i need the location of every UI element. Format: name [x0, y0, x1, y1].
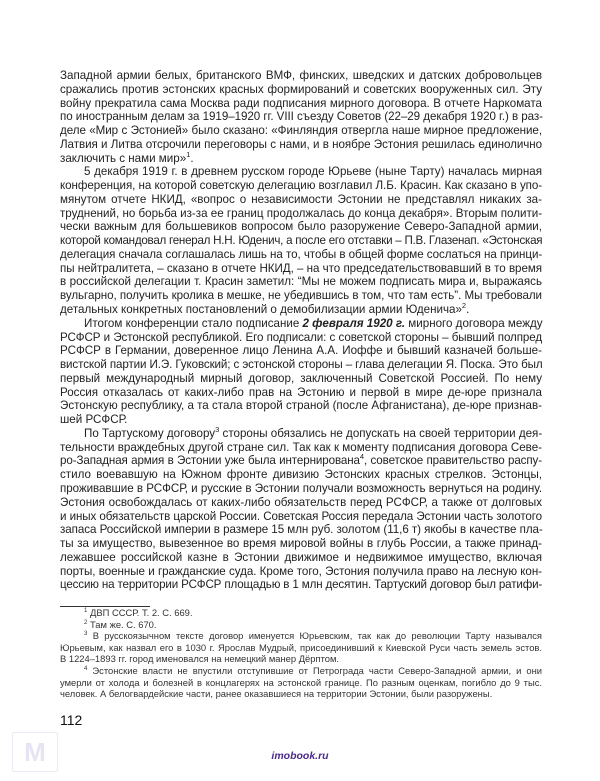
text-segment: . — [466, 303, 470, 317]
page-number: 112 — [60, 712, 83, 728]
text-segment: мирного договора между — [405, 316, 543, 330]
footnote-marker: 1 — [186, 149, 191, 159]
text-segment: Эстонские власти не впустили отступившие от Петрограда части Северо-Западной армии, и они — [87, 664, 542, 676]
footnote-marker: 2 — [84, 618, 88, 626]
paragraph — [60, 69, 542, 165]
text-segment: ро-Западная армия в Эстонии уже была интернирована — [60, 454, 360, 468]
text-line — [60, 303, 542, 317]
text-line: проживавшие в РСФСР, и русские в Эстонии получали возможность вернуться на родину. — [60, 481, 542, 495]
text-line: которой командовал генерал Н.Н. Юденич, а после его отставки – П.В. Глазенап. «Эстонская — [60, 234, 543, 248]
text-line: запаса Российской империи в размере 15 млн руб. золотом (11,6 т) якобы в качестве пла- — [60, 523, 543, 537]
footnote-marker: 1 — [84, 606, 88, 614]
paragraph — [60, 317, 542, 427]
footnote — [60, 607, 542, 619]
text-line: труднений, но борьба из-за ее границ продолжалась до конца декабря». Вторым полити- — [60, 206, 543, 220]
text-segment: Итогом конференции стало подписание — [84, 316, 303, 330]
text-line: в российской делегации т. Красин заметил: “Мы не можем подписать мира и, выражаясь — [60, 275, 542, 289]
text-line: вистской партии И.Э. Гуковский; с эстонской стороны – глава делегации Я. Поска. Это был — [60, 358, 543, 372]
text-line: Западной армии белых, британского ВМФ, финских, шведских и датских добровольцев — [60, 69, 542, 82]
text-line: ты за имущество, вывезенное во время мировой войны в глубь России, а также принад- — [60, 537, 542, 551]
text-line: лежавшее российской казне в Эстонии движимое и недвижимое имущество, включая — [60, 550, 542, 564]
text-line — [60, 454, 542, 468]
text-segment: детальных конкретных постановлений о демобилизации армии Юденича» — [60, 303, 462, 317]
text-segment: . — [190, 151, 194, 165]
text-line: по иностранным делам за 1919–1920 гг. VIII съезду Советов (22–29 декабря 1920 г.) в раз- — [60, 110, 543, 124]
text-line: умерли от холода и болезней в концлагерях на эстонской границе. По разным оценкам, погибло до 9 тыс. — [60, 676, 542, 688]
text-line: мянутом отчете НКИД, «вопрос о независимости Эстонии не представлял никаких за- — [60, 192, 542, 206]
footnote-marker: 3 — [84, 630, 88, 638]
text-segment: Там же. С. 670. — [87, 618, 157, 630]
footnote-marker: 4 — [84, 664, 88, 672]
text-line: конференция, на которой советскую делегацию возглавил Л.Б. Красин. Как сказано в упо- — [60, 179, 543, 193]
text-line: и иных обязательств царской России. Советская Россия передала Эстонии часть золотого — [60, 509, 542, 523]
text-segment: ДВП СССР. Т. 2. С. 669. — [87, 607, 193, 618]
text-line: сражались против эстонских красных формирований и советских вооруженных сил. Эту — [60, 82, 542, 96]
emphasis-date: 2 февраля 1920 г. — [302, 316, 406, 330]
text-segment: заключить с нами мир» — [60, 151, 187, 165]
footnote — [60, 665, 542, 700]
text-line: чески важным для большевиков вопросом было разоружение Северо-Западной армии, — [60, 220, 542, 234]
text-line: деле «Мир с Эстонией» было сказано: «Финляндия отвергла наше мирное предложение, — [60, 124, 542, 138]
paragraph — [60, 165, 542, 316]
text-line — [60, 317, 542, 331]
text-line: Латвия и Литва отсрочили переговоры с нами, и в ноябре Эстония решилась единолично — [60, 137, 542, 151]
text-line — [60, 149, 542, 166]
footnote-marker: 4 — [359, 452, 364, 462]
text-segment: В русскоязычном тексте договор именуется Юрьевским, так как до революции Тарту назывался — [87, 630, 542, 642]
text-line: порты, военные и гражданские суда. Кроме того, Эстония получила право на лесную кон- — [60, 564, 542, 578]
footnote — [60, 630, 542, 665]
text-line: Россия отказалась от каких-либо прав на Эстонию и первой в мире де-юре признала — [60, 385, 542, 399]
text-line: пы нейтралитета, – сказано в отчете НКИД, – на что председательствовавший в то время — [60, 261, 542, 275]
text-line: первый международный мирный договор, заключенный Советской Россией. По нему — [60, 371, 542, 385]
text-line: Эстония освобождалась от каких-либо обязательств перед РСФСР, а также от долговых — [60, 495, 542, 509]
text-line — [60, 427, 542, 441]
text-line: шей РСФСР. — [60, 413, 128, 427]
text-line: делегация сначала соглашалась лишь на то, чтобы в общей форме сослаться на принци- — [60, 247, 543, 261]
text-line: РСФСР и Эстонской республикой. Его подписали: с советской стороны – бывший полпред — [60, 330, 542, 344]
text-line — [60, 665, 542, 677]
text-line: Эстонскую республику, а та стала второй страной (после Афганистана), де-юре признав- — [60, 399, 542, 413]
text-line: РСФСР в Германии, доверенное лицо Ленина А.А. Иоффе и бывший казначей больше- — [60, 344, 542, 358]
site-link[interactable]: imobook.ru — [271, 750, 329, 762]
watermark-logo: M — [12, 732, 58, 772]
footnote-marker: 2 — [461, 301, 467, 311]
text-line — [60, 630, 542, 642]
text-line: Юрьевым, как назвал его в 1030 г. Ярослав Мудрый, присоединивший к Киевской Руси часть земель эстов. — [60, 641, 542, 653]
text-line: войну прекратила сама Москва ради подписания мирного договора. В отчете Наркомата — [60, 96, 542, 110]
text-line — [60, 607, 542, 619]
text-line: 5 декабря 1919 г. в древнем русском городе Юрьеве (ныне Тарту) началась мирная — [84, 165, 542, 179]
text-segment: , советское правительство распу- — [363, 454, 543, 468]
text-line: стило воевавшую на Южном фронте дивизию Эстонских красных стрелков. Эстонцы, — [60, 468, 542, 482]
text-segment: По Тартускому договору — [84, 426, 216, 440]
text-line — [60, 619, 542, 631]
text-line: вульгарно, получить кролика в мешке, не убедившись в том, что там есть”. Мы требовали — [60, 289, 542, 303]
footnotes — [60, 607, 542, 700]
text-segment: стороны обязались не допускать на своей территории дея- — [219, 426, 543, 440]
footnote — [60, 619, 542, 631]
text-line: тельности враждебных другой стране сил. Так как к моменту подписания договора Севе- — [60, 440, 542, 454]
footnote-marker: 3 — [215, 425, 220, 435]
paragraph — [60, 427, 542, 592]
text-line: цессию на территории РСФСР площадью в 1 млн десятин. Тартуский договор был ратифи- — [60, 578, 543, 592]
body-text — [60, 69, 542, 592]
text-line: человек. А белогвардейские части, ранее оказавшиеся на территории Эстонии, были разоружены. — [60, 688, 493, 700]
text-line: В 1224–1893 гг. город именовался на немецкий манер Дёрптом. — [60, 653, 339, 665]
